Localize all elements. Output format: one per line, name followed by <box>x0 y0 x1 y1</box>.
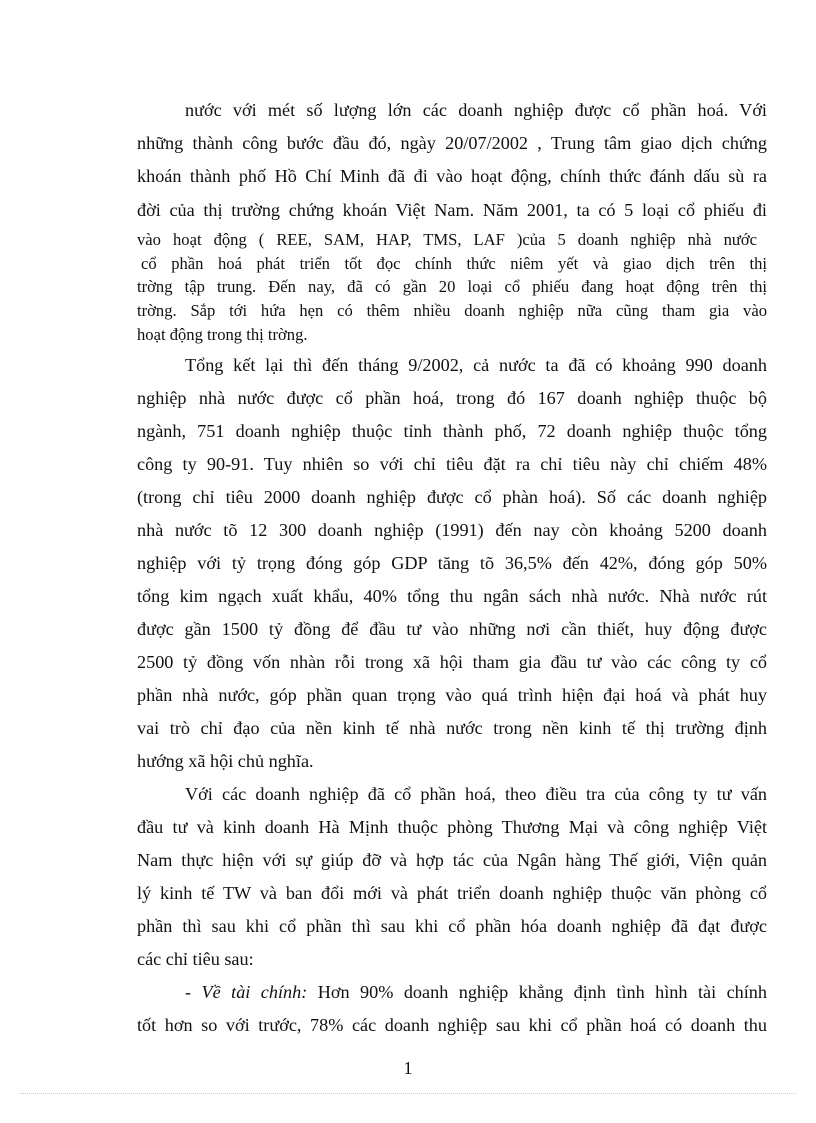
text-line: nghiệp nhà nước được cổ phần hoá, trong đó 167 doanh nghiệp thuộc bộ <box>137 388 767 408</box>
section-label: - Về tài chính: <box>185 982 308 1002</box>
text-line: đời của thị trường chứng khoán Việt Nam. Năm 2001, ta có 5 loại cổ phiếu đi <box>137 200 767 220</box>
text-line: khoán thành phố Hồ Chí Minh đã đi vào hoạt động, chính thức đánh dấu sù ra <box>137 166 767 186</box>
text-line: những thành công bước đầu đó, ngày 20/07/2002 , Trung tâm giao dịch chứng <box>137 133 767 153</box>
text-line: tổng kim ngạch xuất khẩu, 40% tổng thu ngân sách nhà nước. Nhà nước rút <box>137 586 767 606</box>
text-line: vai trò chỉ đạo của nền kinh tế nhà nước trong nền kinh tế thị trường định <box>137 718 767 738</box>
text-line: hoạt động trong thị trờng. <box>137 325 308 344</box>
text-line: (trong chỉ tiêu 2000 doanh nghiệp được cổ phàn hoá). Số các doanh nghiệp <box>137 487 767 507</box>
text-line: hướng xã hội chủ nghĩa. <box>137 751 314 771</box>
text-line: cổ phần hoá phát triển tốt đọc chính thức niêm yết và giao dịch trên thị <box>141 254 767 273</box>
text-line: Tổng kết lại thì đến tháng 9/2002, cả nước ta đã có khoảng 990 doanh <box>185 355 767 375</box>
text-line: trờng tập trung. Đến nay, đã có gần 20 loại cổ phiếu đang hoạt động trên thị <box>137 277 767 296</box>
text-line: các chỉ tiêu sau: <box>137 949 254 969</box>
text-line: Với các doanh nghiệp đã cổ phần hoá, theo điều tra của công ty tư vấn <box>185 784 767 804</box>
text-line: 2500 tỷ đồng vốn nhàn rỗi trong xã hội tham gia đầu tư vào các công ty cổ <box>137 652 767 672</box>
text-line: trờng. Sắp tới hứa hẹn có thêm nhiều doanh nghiệp nữa cũng tham gia vào <box>137 301 767 320</box>
text-line: Nam thực hiện với sự giúp đỡ và hợp tác của Ngân hàng Thế giới, Viện quản <box>137 850 767 870</box>
text-line: ngành, 751 doanh nghiệp thuộc tỉnh thành phố, 72 doanh nghiệp thuộc tổng <box>137 421 767 441</box>
text-line: công ty 90-91. Tuy nhiên so với chỉ tiêu đặt ra chỉ tiêu này chỉ chiếm 48% <box>137 454 767 474</box>
text-line: tốt hơn so với trước, 78% các doanh nghiệp sau khi cổ phần hoá có doanh thu <box>137 1015 767 1035</box>
text-line: nước với mét số lượng lớn các doanh nghiệp được cổ phần hoá. Với <box>185 100 767 120</box>
text-line: nghiệp với tỷ trọng đóng góp GDP tăng tõ 36,5% đến 42%, đóng góp 50% <box>137 553 767 573</box>
text-line: phần nhà nước, góp phần quan trọng vào quá trình hiện đại hoá và phát huy <box>137 685 767 705</box>
text-line: lý kinh tế TW và ban đổi mới và phát triển doanh nghiệp thuộc văn phòng cổ <box>137 883 767 903</box>
text-line: được gần 1500 tỷ đồng để đầu tư vào những nơi cần thiết, huy động được <box>137 619 767 639</box>
text-line: đầu tư và kinh doanh Hà Mịnh thuộc phòng Thương Mại và công nghiệp Việt <box>137 817 767 837</box>
page-number: 1 <box>403 1058 413 1078</box>
section-text: Hơn 90% doanh nghiệp khẳng định tình hình tài chính <box>307 982 767 1002</box>
text-line <box>185 981 767 1003</box>
footer-divider <box>20 1093 796 1094</box>
text-line: nhà nước tõ 12 300 doanh nghiệp (1991) đến nay còn khoảng 5200 doanh <box>137 520 767 540</box>
text-line: phần thì sau khi cổ phần thì sau khi cổ phần hóa doanh nghiệp đã đạt được <box>137 916 767 936</box>
text-line: vào hoạt động ( REE, SAM, HAP, TMS, LAF )của 5 doanh nghiệp nhà nước <box>137 230 757 249</box>
